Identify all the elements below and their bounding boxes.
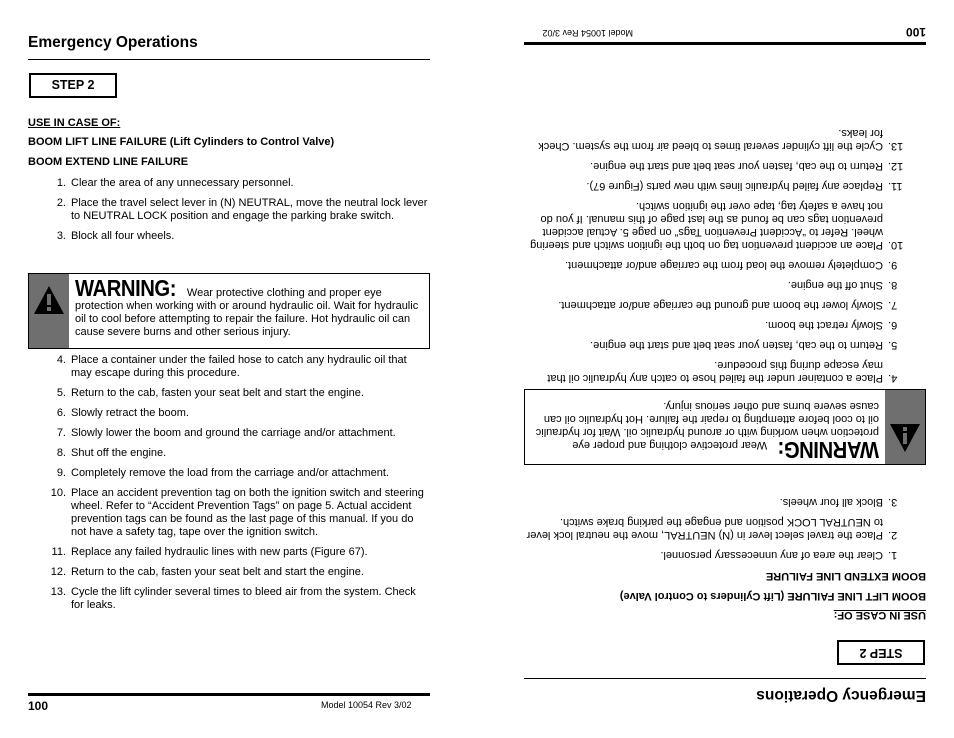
page-number: 100 xyxy=(905,25,926,39)
step-number: 9. xyxy=(56,467,66,479)
step-number: 3. xyxy=(56,230,66,242)
step-text: Block all four wheels. xyxy=(779,496,883,508)
step-text: Return to the cab, fasten your seat belt and start the engine. xyxy=(590,339,883,351)
model-revision: Model 10054 Rev 3/02 xyxy=(321,700,412,710)
step-number: 12. xyxy=(50,566,66,578)
step-text: Cycle the lift cylinder several times to bleed air from the system. Check for leaks. xyxy=(538,127,883,152)
step-number: 6. xyxy=(888,319,898,331)
step-number: 6. xyxy=(56,407,66,419)
page-title: Emergency Operations xyxy=(28,34,198,51)
list-item xyxy=(524,159,910,172)
list-item xyxy=(44,487,430,539)
warning-word: WARNING: xyxy=(777,437,879,463)
page-right-upside-down xyxy=(477,0,954,738)
step-number: 2. xyxy=(888,529,898,541)
header-rule xyxy=(28,59,430,60)
list-item xyxy=(44,177,430,190)
failure-subtitle-1: BOOM LIFT LINE FAILURE (Lift Cylinders to Control Valve) xyxy=(619,590,926,602)
list-item xyxy=(44,230,430,243)
warning-text-block xyxy=(529,399,879,463)
step-number: 3. xyxy=(888,496,898,508)
use-in-case-of-heading: USE IN CASE OF: xyxy=(28,117,121,129)
step-number: 4. xyxy=(56,354,66,366)
step-box: STEP 2 xyxy=(29,73,117,98)
list-item xyxy=(524,338,910,351)
step-number: 4. xyxy=(888,372,898,384)
step-text: Slowly retract the boom. xyxy=(71,407,189,419)
step-number: 8. xyxy=(56,447,66,459)
list-item xyxy=(524,548,910,561)
step-text: Completely remove the load from the carriage and/or attachment. xyxy=(565,259,883,271)
step-number: 5. xyxy=(888,339,898,351)
step-number: 2. xyxy=(56,197,66,209)
step-text: Block all four wheels. xyxy=(71,230,175,242)
list-item xyxy=(44,586,430,612)
warning-word: WARNING: xyxy=(75,275,177,301)
step-number: 13. xyxy=(50,586,66,598)
step-number: 9. xyxy=(888,259,898,271)
step-number: 1. xyxy=(56,177,66,189)
list-item xyxy=(524,199,910,251)
list-item xyxy=(44,387,430,400)
step-text: Place the travel select lever in (N) NEUTRAL, move the neutral lock lever to NEUTRAL LOCK position and engage the parking brake switch. xyxy=(71,197,428,222)
step-text: Place an accident prevention tag on both the ignition switch and steering wheel. Refer to “Accident Prevention Tags” on page 5. Actual accident prevention tags can be found as the last page of this manual. If you do not have a safety tag, tape over the ignition switch. xyxy=(530,200,883,251)
list-item xyxy=(44,447,430,460)
list-item xyxy=(44,546,430,559)
warning-text: Wear protective clothing and proper eye protection when working with or around hydraulic oil. Wait for hydraulic oil to cool before attempting to repair the failure. Hot hydraulic oil can cause severe burns and other serious injury. xyxy=(75,287,419,338)
warning-icon xyxy=(29,274,69,348)
warning-box xyxy=(28,273,430,349)
list-item xyxy=(44,566,430,579)
step-box: STEP 2 xyxy=(837,640,925,665)
header-rule xyxy=(524,678,926,679)
step-text: Place an accident prevention tag on both the ignition switch and steering wheel. Refer to “Accident Prevention Tags” on page 5. Actual accident prevention tags can be found as the last page of this manual. If you do not have a safety tag, tape over the ignition switch. xyxy=(71,487,424,538)
warning-text: Wear protective clothing and proper eye protection when working with or around hydraulic oil. Wait for hydraulic oil to cool before attempting to repair the failure. Hot hydraulic oil can cause severe burns and other serious injury. xyxy=(535,400,879,451)
failure-subtitle-2: BOOM EXTEND LINE FAILURE xyxy=(765,570,926,582)
step-number: 8. xyxy=(888,279,898,291)
step-number: 10. xyxy=(888,239,904,251)
step-text: Replace any failed hydraulic lines with new parts (Figure 67). xyxy=(71,546,368,558)
step-text: Slowly lower the boom and ground the carriage and/or attachment. xyxy=(558,299,883,311)
list-item xyxy=(524,318,910,331)
step-text: Shut off the engine. xyxy=(71,447,167,459)
list-item xyxy=(524,179,910,192)
step-number: 1. xyxy=(888,549,898,561)
step-number: 13. xyxy=(888,140,904,152)
step-number: 11. xyxy=(51,546,66,558)
step-text: Return to the cab, fasten your seat belt and start the engine. xyxy=(71,387,364,399)
footer-rule xyxy=(28,693,430,696)
list-item xyxy=(524,278,910,291)
warning-text-block xyxy=(75,275,425,339)
model-revision: Model 10054 Rev 3/02 xyxy=(542,28,633,38)
use-in-case-of-heading: USE IN CASE OF: xyxy=(833,609,926,621)
steps-list-after xyxy=(524,119,910,384)
failure-subtitle-2: BOOM EXTEND LINE FAILURE xyxy=(28,156,189,168)
step-text: Clear the area of any unnecessary personnel. xyxy=(660,549,883,561)
step-text: Completely remove the load from the carriage and/or attachment. xyxy=(71,467,389,479)
steps-list-before xyxy=(524,495,910,561)
warning-icon xyxy=(885,390,925,464)
step-number: 11. xyxy=(888,180,903,192)
step-number: 7. xyxy=(888,299,898,311)
list-item xyxy=(524,126,910,152)
step-text: Return to the cab, fasten your seat belt and start the engine. xyxy=(590,160,883,172)
step-number: 5. xyxy=(56,387,66,399)
footer-rule xyxy=(524,42,926,45)
step-text: Replace any failed hydraulic lines with new parts (Figure 67). xyxy=(586,180,883,192)
step-text: Slowly retract the boom. xyxy=(765,319,883,331)
warning-box xyxy=(524,389,926,465)
failure-subtitle-1: BOOM LIFT LINE FAILURE (Lift Cylinders to Control Valve) xyxy=(28,136,335,148)
step-text: Place a container under the failed hose to catch any hydraulic oil that may escape during this procedure. xyxy=(547,359,883,384)
list-item xyxy=(524,358,910,384)
sheet-rotated xyxy=(477,0,954,738)
step-text: Shut off the engine. xyxy=(787,279,883,291)
step-text: Cycle the lift cylinder several times to bleed air from the system. Check for leaks. xyxy=(71,586,416,611)
steps-list-before xyxy=(44,177,430,243)
step-text: Slowly lower the boom and ground the carriage and/or attachment. xyxy=(71,427,396,439)
list-item xyxy=(44,467,430,480)
list-item xyxy=(524,298,910,311)
list-item xyxy=(524,495,910,508)
step-text: Place a container under the failed hose to catch any hydraulic oil that may escape during this procedure. xyxy=(71,354,407,379)
list-item xyxy=(44,354,430,380)
step-text: Place the travel select lever in (N) NEUTRAL, move the neutral lock lever to NEUTRAL LOCK position and engage the parking brake switch. xyxy=(526,516,883,541)
rotated-page-copy xyxy=(477,0,954,738)
page-number: 100 xyxy=(28,699,49,713)
step-text: Clear the area of any unnecessary personnel. xyxy=(71,177,294,189)
step-number: 7. xyxy=(56,427,66,439)
list-item xyxy=(44,407,430,420)
step-number: 12. xyxy=(888,160,904,172)
step-text: Return to the cab, fasten your seat belt and start the engine. xyxy=(71,566,364,578)
list-item xyxy=(524,515,910,541)
list-item xyxy=(524,258,910,271)
list-item xyxy=(44,197,430,223)
steps-list-after xyxy=(44,354,430,619)
step-number: 10. xyxy=(50,487,66,499)
list-item xyxy=(44,427,430,440)
page-title: Emergency Operations xyxy=(756,687,926,704)
